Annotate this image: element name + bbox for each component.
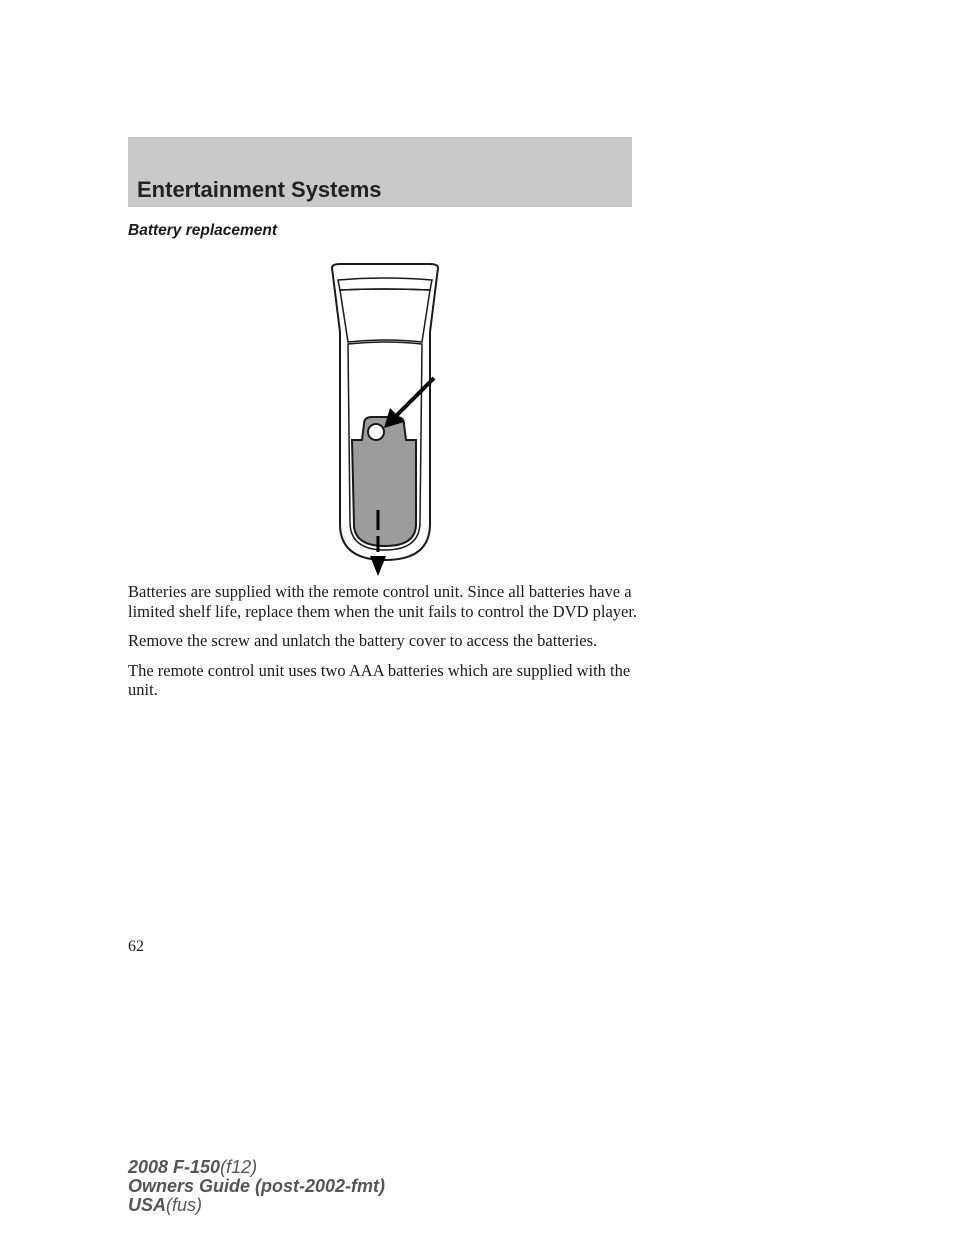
subheading-battery-replacement: Battery replacement — [128, 222, 278, 239]
remote-control-illustration — [310, 262, 460, 580]
remote-control-icon — [310, 262, 460, 580]
paragraph: The remote control unit uses two AAA batteries which are supplied with the unit. — [128, 660, 631, 699]
footer-market: USA — [128, 1195, 167, 1215]
paragraph: Batteries are supplied with the remote control unit. Since all batteries have a limited shelf life, replace them when the unit fails to control the DVD player. — [128, 582, 638, 621]
document-footer — [128, 1158, 385, 1215]
footer-market-code: (fus) — [166, 1195, 203, 1215]
section-title: Entertainment Systems — [137, 177, 382, 202]
paragraph: Remove the screw and unlatch the battery cover to access the batteries. — [128, 631, 598, 650]
footer-line-1 — [128, 1158, 385, 1177]
footer-model-code: (f12) — [220, 1157, 258, 1177]
section-header-band — [128, 137, 632, 207]
footer-model: 2008 F-150 — [128, 1157, 221, 1177]
page-number: 62 — [128, 938, 144, 955]
footer-guide: Owners Guide (post-2002-fmt) — [128, 1176, 386, 1196]
body-text — [128, 582, 638, 710]
footer-line-2 — [128, 1177, 385, 1196]
footer-line-3 — [128, 1196, 385, 1215]
